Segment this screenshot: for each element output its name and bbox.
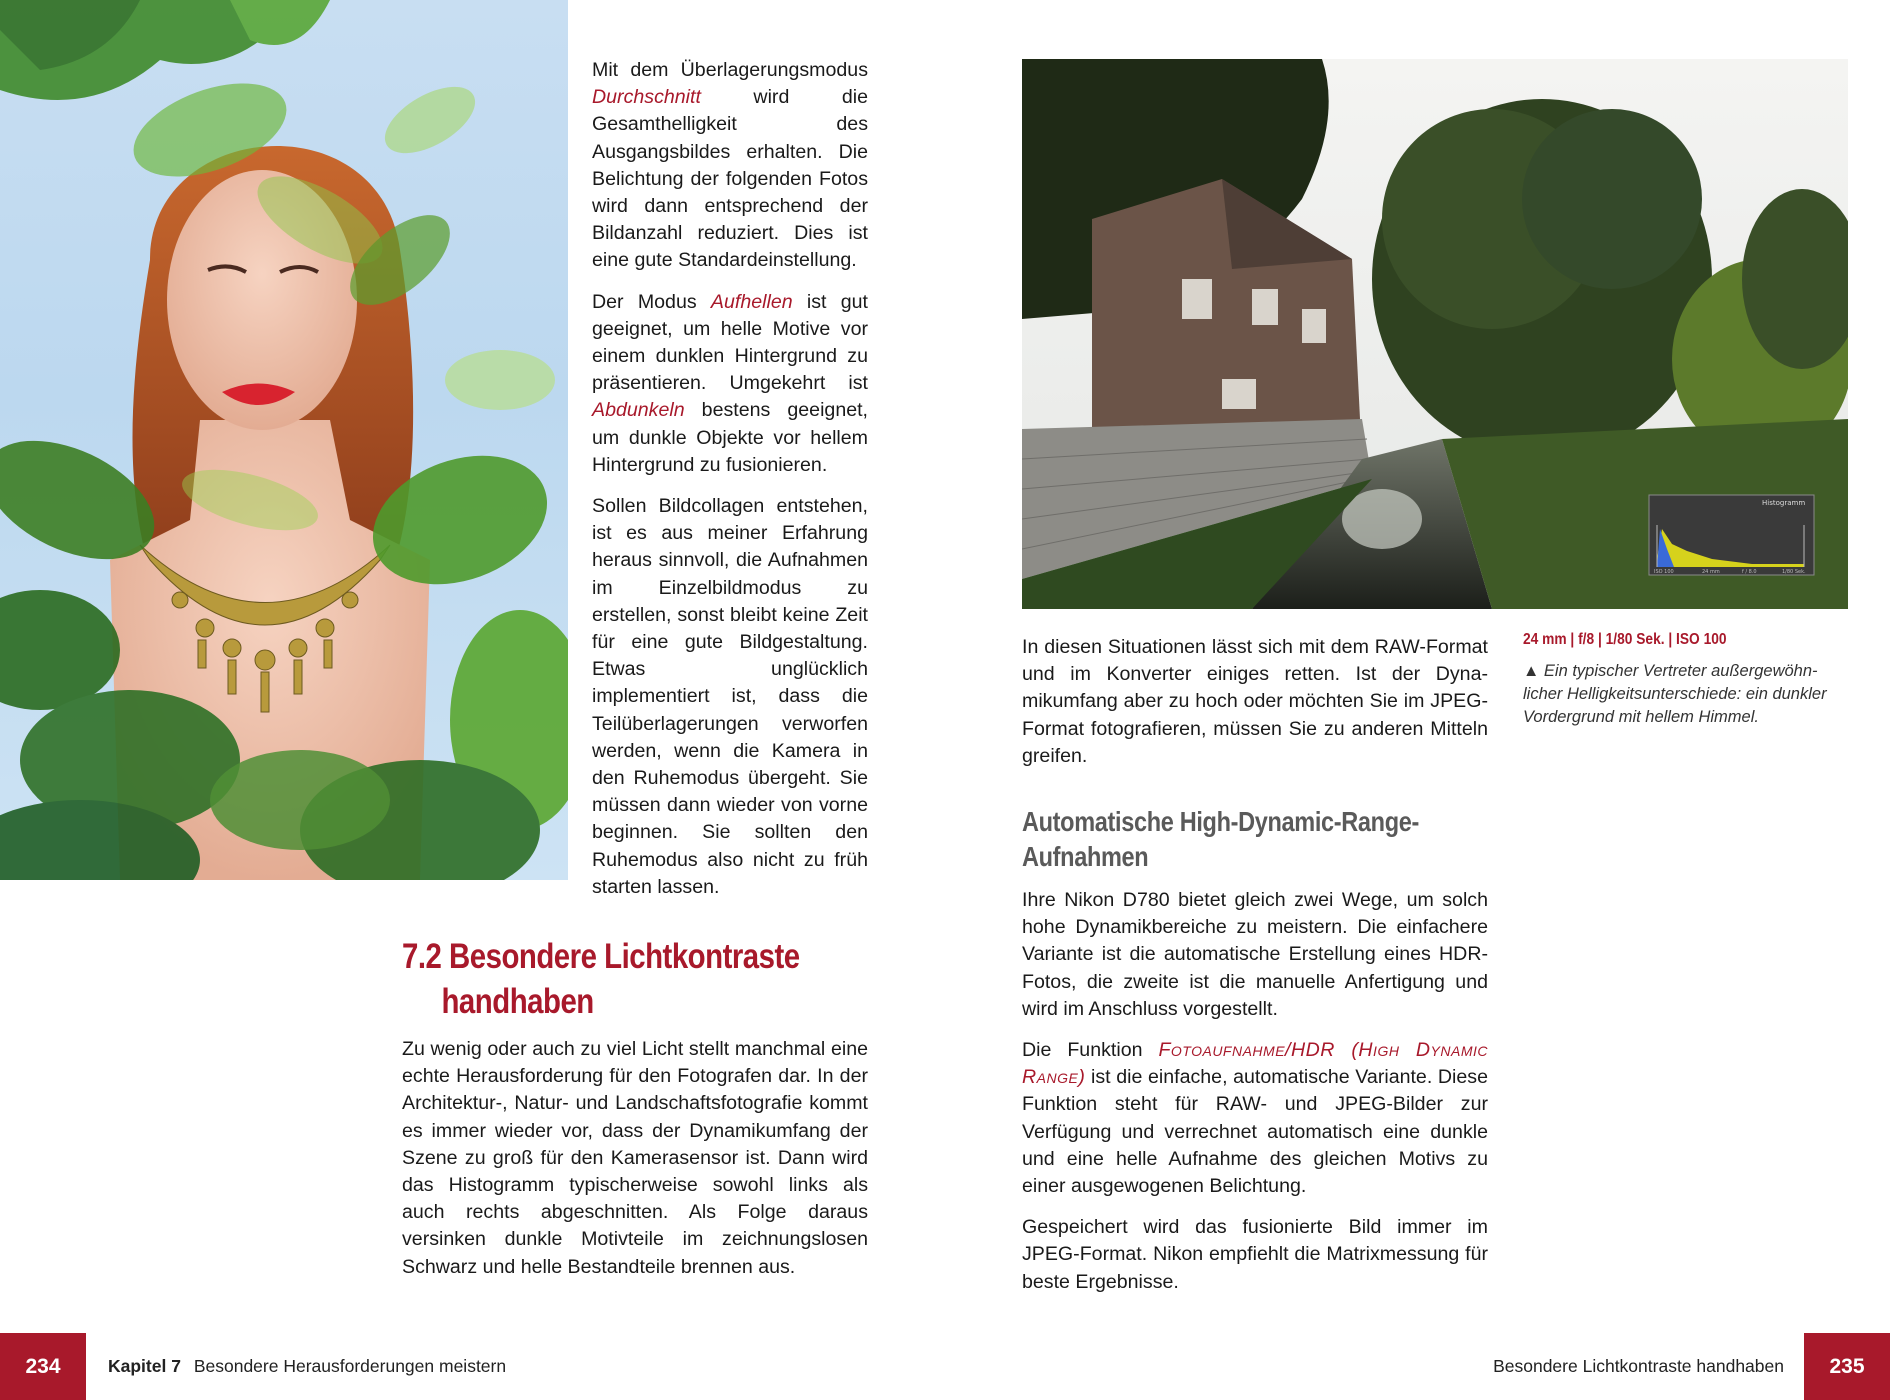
subheading xyxy=(1022,804,1582,874)
histogram-label-focal: 24 mm xyxy=(1702,569,1720,575)
right-page-number: 235 xyxy=(1804,1333,1890,1400)
section-title-line1: Besondere Lichtkontraste xyxy=(449,937,800,976)
right-text-column-2 xyxy=(1022,887,1488,1310)
histogram-label-shutter: 1/80 Sek. xyxy=(1782,569,1806,575)
portrait-illustration xyxy=(0,0,568,880)
right-text-column xyxy=(1022,634,1488,784)
photo-caption-meta: 24 mm | f/8 | 1/80 Sek. | ISO 100 xyxy=(1523,631,1727,648)
section-body xyxy=(402,1036,868,1295)
paragraph-bildcollagen: Sollen Bildcollagen entstehen, ist es aus meiner Erfahrung heraus sinnvoll, die Aufnahmen im Einzelbildmodus zu erstellen, sonst bleibt keine Zeit für eine gute Bildgestaltung. Etwas unglücklich implementiert ist, dass die Teilüberlagerungen verworfen werden, wenn die Kamera in den Ruhemodus übergeht. Sie müssen dann wieder von vorne beginnen. Sie sollten den Ruhemodus also nicht zu früh starten lassen. xyxy=(592,495,868,898)
term-aufhellen: Aufhellen xyxy=(710,290,793,313)
section-heading xyxy=(402,934,922,1024)
landscape-illustration xyxy=(1022,59,1848,609)
histogram-title: Histogramm xyxy=(1762,499,1806,507)
term-durchschnitt: Durchschnitt xyxy=(592,86,701,109)
histogram-label-iso: ISO 100 xyxy=(1654,569,1674,575)
section-number: 7.2 xyxy=(402,937,442,976)
footer-right-title: Besondere Lichtkontraste handhaben xyxy=(1493,1356,1784,1376)
photo-caption-text: ▲ Ein typischer Vertreter außergewöhnlicher Helligkeitsunterschiede: ein dunkler Vordergrund mit hellem Himmel. xyxy=(1523,662,1827,726)
paragraph-hdr-function: Die Funktion Fotoaufnahme/HDR (High Dynamic Range) ist die einfache, automatische Variante. Diese Funktion steht für RAW- und JPEG-Bilder zur Verfügung und verrechnet automatisch eine dunkle und eine helle Aufnahme des gleichen Motivs zu einer ausgewogenen Belichtung. xyxy=(1022,1039,1488,1198)
paragraph-jpeg: Gespeichert wird das fusionierte Bild immer im JPEG-Format. Nikon empfiehlt die Matrixmessung für beste Ergebnisse. xyxy=(1022,1216,1488,1293)
left-page-number: 234 xyxy=(0,1333,86,1400)
footer-left xyxy=(108,1356,506,1377)
subheading-line1: Automatische High-Dynamic-Range- xyxy=(1022,806,1419,837)
portrait-leaves-photo xyxy=(0,0,568,880)
paragraph-licht: Zu wenig oder auch zu viel Licht stellt manchmal eine echte Herausforderung für den Fotografen dar. In der Architektur-, Natur- und Landschaftsfotografie kommt es immer wieder vor, dass der Dynamikumfang der Szene zu groß für den Kamerasensor ist. Dann wird das Histogramm typischerweise sowohl links als auch rechts abgeschnitten. Als Folge daraus versinken dunkle Motivteile im zeichnungslosen Schwarz und helle Bestandteile brennen aus. xyxy=(402,1038,868,1278)
term-abdunkeln: Abdunkeln xyxy=(592,399,685,422)
term-fotoaufnahme-hdr: Fotoaufnahme/HDR (High Dynamic Range) xyxy=(1022,1039,1488,1089)
histogram-panel xyxy=(1649,495,1814,575)
subheading-line2: Aufnahmen xyxy=(1022,841,1149,872)
histogram-label-aperture: f / 8.0 xyxy=(1742,569,1757,575)
left-text-column xyxy=(592,57,868,915)
paragraph-d780: Ihre Nikon D780 bietet gleich zwei Wege, um solch hohe Dynamikbereiche zu meistern. Die einfachere Variante ist die automatische Erstellung eines HDR-Fotos, die zweite ist die manuelle Anfertigung und wird im Anschluss vorgestellt. xyxy=(1022,889,1488,1020)
paragraph-aufhellen: Der Modus Aufhellen ist gut geeignet, um helle Motive vor einem dunklen Hintergrund zu präsentieren. Umgekehrt ist Abdunkeln bestens geeignet, um dunkle Objekte vor hellem Hintergrund zu fusionieren. xyxy=(592,290,868,476)
paragraph-durchschnitt: Mit dem Überlagerungsmodus Durchschnitt wird die Gesamthelligkeit des Ausgangsbildes erhalten. Die Belichtung der folgenden Fotos wird dann entsprechend der Bildanzahl reduziert. Dies ist eine gute Standardeinstellung. xyxy=(592,59,868,272)
paragraph-raw: In diesen Situationen lässt sich mit dem RAW-Format und im Konverter einiges retten. Ist der Dynamikumfang aber zu hoch oder möchten Sie im JPEG-Format fotografieren, müssen Sie zu anderen Mitteln greifen. xyxy=(1022,636,1488,767)
footer-chapter-label: Kapitel 7 xyxy=(108,1356,181,1376)
footer-chapter-title: Besondere Herausforderungen meistern xyxy=(193,1356,507,1376)
section-title-line2: handhaben xyxy=(441,982,594,1021)
river-building-photo xyxy=(1022,59,1848,609)
